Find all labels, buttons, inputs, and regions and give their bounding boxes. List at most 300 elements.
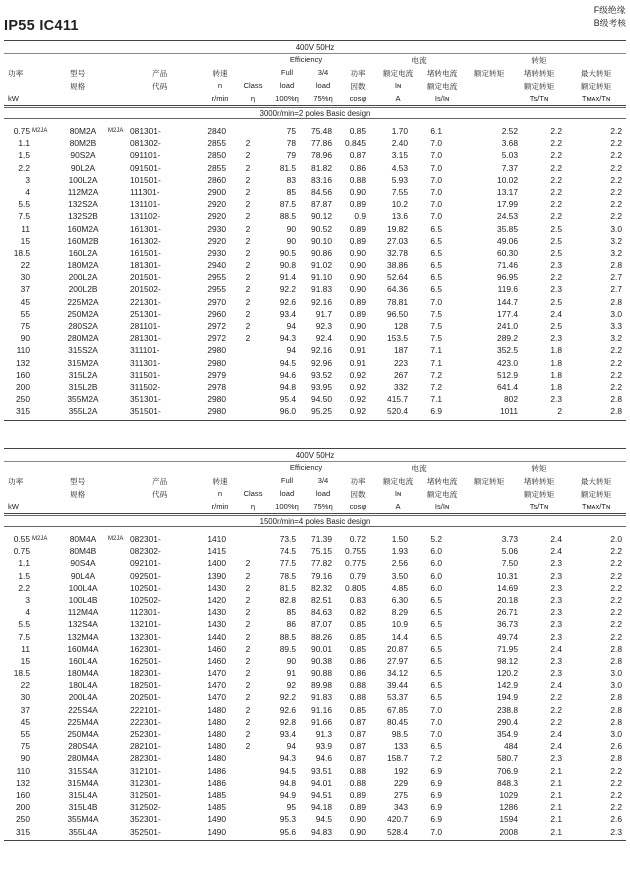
cell: 94.01	[311, 777, 332, 788]
cell: 90L4A	[70, 570, 96, 581]
cell: 6.9	[430, 814, 442, 825]
header-rated-current: Iɴ	[394, 81, 402, 90]
cell: 192	[394, 765, 408, 776]
cell: 6.5	[430, 223, 442, 234]
cell: 2.3	[550, 655, 562, 666]
cell: 2.3	[550, 582, 562, 593]
cell: 94.8	[279, 381, 296, 392]
cell: 112M2A	[67, 186, 99, 197]
cell: 91.83	[311, 284, 332, 295]
cell: 415.7	[387, 394, 408, 405]
header-full: load	[279, 81, 295, 90]
cell: 98.5	[391, 729, 408, 739]
cell: 2.2	[610, 345, 622, 356]
header-speed: r/min	[211, 502, 229, 511]
table-row	[4, 271, 626, 283]
cell: 0.87	[349, 150, 366, 161]
header-full: 100%η	[275, 502, 299, 511]
header-pf: 因数	[350, 82, 366, 91]
cell: 24.53	[497, 211, 518, 222]
cell: 91.83	[311, 692, 332, 703]
cell: 311501-	[130, 369, 161, 380]
cell: 2.52	[501, 126, 518, 136]
cell: 1470	[207, 692, 226, 703]
cell: 94.5	[315, 814, 332, 825]
cell: 1.5	[18, 570, 30, 581]
cell: 94.5	[279, 765, 296, 776]
cell: 90L2A	[70, 162, 96, 173]
cell: 0.89	[349, 789, 366, 800]
cell: 355L4A	[68, 826, 98, 837]
cell: 222101-	[130, 704, 161, 715]
cell: 83	[286, 174, 296, 185]
header-rated-current: A	[395, 502, 401, 511]
cell: 2.8	[610, 704, 622, 715]
cell: 4	[25, 607, 30, 618]
cell: 2	[245, 186, 251, 197]
cell: 93.95	[311, 381, 332, 392]
cell: 280S2A	[68, 321, 98, 331]
cell: 2	[245, 570, 251, 581]
cell: 79.16	[311, 570, 332, 581]
table-row	[4, 405, 626, 417]
cell: 315L4A	[68, 789, 98, 800]
cell: 94	[286, 741, 296, 752]
cell: 90	[20, 333, 30, 344]
cell: 200	[16, 802, 30, 813]
cell: 3.2	[610, 247, 622, 258]
cell: 80M4A	[69, 534, 97, 544]
cell: 1480	[207, 753, 226, 764]
cell: 2	[245, 247, 251, 258]
cell: 6.9	[430, 789, 442, 800]
cell: 2	[245, 211, 251, 222]
cell: 1430	[207, 582, 226, 593]
header-code: 代码	[152, 490, 168, 499]
cell: 2.1	[550, 826, 562, 837]
cell: 2.1	[550, 814, 562, 825]
table-row	[4, 606, 626, 618]
header-locked-current: 堵转电流	[426, 477, 458, 486]
header-locked-torque: 额定转矩	[523, 82, 555, 91]
header-max-torque: Tᴍᴀx/Tɴ	[581, 94, 611, 103]
header-pf: 功率	[350, 477, 366, 486]
cell: 200	[16, 381, 30, 392]
cell: 2.40	[391, 138, 408, 149]
cell: 354.9	[497, 729, 518, 739]
cell: 2980	[207, 406, 226, 417]
spec-table-2-poles	[4, 40, 626, 421]
header-max-torque: Tᴍᴀx/Tɴ	[581, 502, 611, 511]
cell: 0.87	[349, 729, 366, 739]
cell: 2.2	[610, 570, 622, 581]
cell: 91.16	[311, 704, 332, 715]
cell: 0.86	[349, 668, 366, 679]
table-bottom-rule	[4, 840, 626, 841]
table-header	[4, 448, 626, 514]
cell: 2.8	[610, 753, 622, 764]
header-power: kW	[8, 502, 19, 511]
cell: 092501-	[130, 570, 161, 581]
cell: 2	[245, 223, 251, 234]
header-max-torque: 最大转矩	[580, 477, 612, 486]
header-row	[4, 487, 626, 500]
cell: 38.86	[387, 260, 408, 271]
cell: 1594	[499, 814, 518, 825]
table-row	[4, 631, 626, 643]
cell: 2.2	[550, 138, 562, 149]
cell: 6.9	[430, 406, 442, 417]
cell: 187	[394, 345, 408, 356]
cell: 580.7	[497, 753, 518, 764]
cell: 94.8	[279, 777, 296, 788]
cell: 0.9	[354, 211, 366, 222]
cell: 94.50	[311, 394, 332, 405]
cell: 1.93	[391, 546, 408, 557]
table-row	[4, 679, 626, 691]
cell: 71.39	[311, 534, 332, 544]
cell: 80M2A	[69, 126, 97, 136]
cell: 6.5	[430, 741, 442, 752]
cell: 2	[245, 655, 251, 666]
cell: 0.87	[349, 716, 366, 727]
cell: 280M4A	[67, 753, 99, 764]
cell: 2.2	[610, 619, 622, 630]
cell: 162501-	[130, 655, 161, 666]
cell: 18.5	[13, 247, 30, 258]
cell: 2.2	[550, 716, 562, 727]
header-power: 功率	[8, 69, 24, 78]
table-row	[4, 393, 626, 405]
voltage-label: 400V 50Hz	[4, 449, 626, 462]
header-row	[4, 79, 626, 92]
cell: 311301-	[130, 357, 161, 368]
cell: 1.1	[18, 558, 30, 569]
cell: 7.0	[430, 704, 442, 715]
cell: 2	[245, 174, 251, 185]
cell: 311502-	[130, 381, 161, 392]
cell: 75.48	[311, 126, 332, 136]
cell: 0.88	[349, 777, 366, 788]
cell: 64.36	[387, 284, 408, 295]
cell: 2.2	[550, 211, 562, 222]
cell: 2.0	[610, 534, 622, 544]
cell: 0.90	[349, 247, 366, 258]
header-locked-torque: Ts/Tɴ	[529, 502, 549, 511]
header-speed: 转速	[212, 477, 228, 486]
header-max-torque: 额定转矩	[580, 82, 612, 91]
cell: 2855	[207, 138, 226, 149]
cell: 2.2	[550, 126, 562, 136]
cell: 2.56	[391, 558, 408, 569]
cell: 90.88	[311, 668, 332, 679]
cell: 1.5	[18, 150, 30, 161]
cell: 94.3	[279, 753, 296, 764]
cell: 2.3	[550, 394, 562, 405]
header-power: kW	[8, 94, 19, 103]
cell: 512.9	[497, 369, 518, 380]
cell: 2.2	[610, 369, 622, 380]
cell: 95.4	[279, 394, 296, 405]
cell: 241.0	[497, 321, 518, 331]
cell: 6.9	[430, 802, 442, 813]
cell: 7.1	[430, 394, 442, 405]
cell: 132	[16, 357, 30, 368]
cell: 162301-	[130, 643, 161, 654]
insulation-note	[594, 4, 626, 30]
cell: 091101-	[130, 150, 161, 161]
header-row	[4, 500, 626, 513]
cell: 35.85	[497, 223, 518, 234]
cell: M2JA	[32, 536, 48, 542]
cell: 132S2A	[68, 199, 98, 210]
cell: M2JA	[108, 128, 124, 134]
cell: 2	[245, 729, 251, 739]
cell: 238.8	[497, 704, 518, 715]
cell: 6.5	[430, 631, 442, 642]
cell: 2	[245, 680, 251, 691]
header-pf: cosφ	[349, 94, 367, 103]
cell: 0.92	[349, 406, 366, 417]
cell: 2.3	[550, 619, 562, 630]
cell: 0.85	[349, 619, 366, 630]
header-rated-current: 额定电流	[382, 69, 414, 78]
cell: 181301-	[130, 260, 161, 271]
cell: 2.5	[550, 321, 562, 331]
cell: 93.4	[279, 308, 296, 319]
cell: 49.74	[497, 631, 518, 642]
cell: 0.55	[13, 534, 30, 544]
header-locked-current: 额定电流	[426, 490, 458, 499]
cell: 2.5	[550, 235, 562, 246]
cell: 1460	[207, 643, 226, 654]
cell: 10.31	[497, 570, 518, 581]
cell: 0.89	[349, 235, 366, 246]
cell: 7.0	[430, 211, 442, 222]
cell: 55	[20, 729, 30, 739]
cell: 0.88	[349, 680, 366, 691]
cell: 200L2A	[68, 272, 98, 283]
cell: 1390	[207, 570, 226, 581]
cell: 0.89	[349, 223, 366, 234]
cell: 182301-	[130, 668, 161, 679]
cell: 0.90	[349, 814, 366, 825]
cell: 80.45	[387, 716, 408, 727]
cell: 6.9	[430, 777, 442, 788]
cell: 1400	[207, 558, 226, 569]
header-speed: n	[217, 489, 223, 498]
cell: 315L2A	[68, 369, 98, 380]
header-locked-torque: Ts/Tɴ	[529, 94, 549, 103]
cell: 280M2A	[67, 333, 99, 344]
cell: 0.85	[349, 126, 366, 136]
cell: 290.4	[497, 716, 518, 727]
cell: 160L2A	[68, 247, 98, 258]
header-power: 功率	[8, 477, 24, 486]
cell: 2.2	[610, 126, 622, 136]
cell: 2.3	[550, 631, 562, 642]
cell: 2.2	[610, 381, 622, 392]
cell: 93.52	[311, 369, 332, 380]
table-row	[4, 259, 626, 271]
cell: 1486	[207, 777, 226, 788]
cell: 87.07	[311, 619, 332, 630]
cell: 131101-	[130, 199, 161, 210]
table-row	[4, 643, 626, 655]
cell: 5.5	[18, 199, 30, 210]
table-row	[4, 283, 626, 295]
cell: 161501-	[130, 247, 161, 258]
cell: 74.5	[279, 546, 296, 557]
cell: 93.4	[279, 729, 296, 739]
cell: 8.29	[391, 607, 408, 618]
header-current: 电流	[411, 56, 427, 65]
cell: 082302-	[130, 546, 161, 557]
cell: 289.2	[497, 333, 518, 344]
cell: 95	[286, 802, 296, 813]
cell: 091501-	[130, 162, 161, 173]
cell: 1286	[499, 802, 518, 813]
cell: 2.3	[550, 607, 562, 618]
cell: 2.4	[550, 680, 562, 691]
cell: 10.9	[391, 619, 408, 630]
cell: 96.50	[387, 308, 408, 319]
cell: 7.0	[430, 199, 442, 210]
cell: 84.56	[311, 186, 332, 197]
header-speed: n	[217, 81, 223, 90]
cell: 6.5	[430, 594, 442, 605]
cell: 7.5	[430, 321, 442, 331]
cell: 132101-	[130, 619, 161, 630]
cell: 3.15	[391, 150, 408, 161]
header-locked-torque: 堵转转矩	[523, 477, 555, 486]
table-row	[4, 618, 626, 630]
header-full: 100%η	[275, 94, 299, 103]
cell: 91.4	[279, 272, 296, 283]
cell: 0.845	[345, 138, 366, 149]
cell: 1011	[499, 406, 518, 417]
header-rated-torque: 额定转矩	[473, 477, 505, 486]
cell: 160M4A	[67, 643, 99, 654]
header-pf: 因数	[350, 490, 366, 499]
cell: 85	[286, 607, 296, 618]
cell: 85	[286, 186, 296, 197]
cell: 0.83	[349, 594, 366, 605]
cell: 3.0	[610, 223, 622, 234]
cell: 20.18	[497, 594, 518, 605]
cell: 0.85	[349, 631, 366, 642]
cell: 92.16	[311, 296, 332, 307]
cell: 37	[20, 284, 30, 295]
cell: 91.10	[311, 272, 332, 283]
cell: 2.2	[18, 582, 30, 593]
cell: 102502-	[130, 594, 161, 605]
cell: 351501-	[130, 406, 161, 417]
cell: 2	[245, 321, 251, 331]
cell: 250	[16, 814, 30, 825]
cell: 22	[20, 260, 30, 271]
table-row	[4, 667, 626, 679]
cell: 315	[16, 826, 30, 837]
cell: 0.90	[349, 260, 366, 271]
cell: 2	[557, 406, 562, 417]
cell: 311101-	[130, 345, 160, 356]
header-model: 型号	[70, 477, 86, 486]
cell: 3.0	[610, 729, 622, 739]
cell: 15	[20, 655, 30, 666]
cell: 7.50	[501, 558, 518, 569]
cell: 2.4	[550, 534, 562, 544]
cell: 112301-	[130, 607, 161, 618]
cell: 1485	[207, 802, 226, 813]
insulation-class-f: F级绝缘	[593, 5, 626, 15]
cell: 52.64	[387, 272, 408, 283]
cell: 95.6	[279, 826, 296, 837]
header-rated-current: Iɴ	[394, 489, 402, 498]
cell: 2	[245, 643, 251, 654]
table-row	[4, 801, 626, 813]
cell: 94	[286, 321, 296, 331]
cell: 282101-	[130, 741, 161, 752]
cell: 1.8	[550, 381, 562, 392]
cell: 132M4A	[67, 631, 99, 642]
cell: 131102-	[130, 211, 161, 222]
cell: 1430	[207, 619, 226, 630]
cell: 2.2	[610, 162, 622, 173]
cell: 6.5	[430, 272, 442, 283]
data-rows	[4, 119, 626, 418]
cell: 95.25	[311, 406, 332, 417]
cell: 94.3	[279, 333, 296, 344]
cell: 110	[16, 345, 30, 356]
cell: 11	[21, 643, 30, 654]
cell: 1.70	[391, 126, 408, 136]
table-row	[4, 296, 626, 308]
cell: 160M2A	[67, 223, 99, 234]
cell: 2.8	[610, 643, 622, 654]
cell: 1410	[207, 534, 226, 544]
cell: 351301-	[130, 394, 161, 405]
cell: 6.5	[430, 668, 442, 679]
header-row	[4, 92, 626, 105]
cell: 94.6	[315, 753, 332, 764]
cell: 2	[245, 284, 251, 295]
cell: 0.90	[349, 333, 366, 344]
cell: 2978	[207, 381, 226, 392]
cell: 2	[245, 668, 251, 679]
cell: 7.1	[430, 345, 442, 356]
cell: 2.7	[610, 284, 622, 295]
cell: 2	[245, 260, 251, 271]
cell: 3.68	[501, 138, 518, 149]
cell: 7.2	[430, 753, 442, 764]
cell: 96.0	[279, 406, 296, 417]
cell: 82.8	[279, 594, 296, 605]
cell: 2.4	[550, 729, 562, 739]
cell: 27.97	[387, 655, 408, 666]
cell: 2979	[207, 369, 226, 380]
table-row	[4, 344, 626, 356]
cell: 160M2B	[67, 235, 99, 246]
cell: 1480	[207, 741, 226, 752]
table-row	[4, 369, 626, 381]
cell: 4.85	[391, 582, 408, 593]
table-row	[4, 594, 626, 606]
cell: 180M4A	[67, 668, 99, 679]
cell: 2.8	[610, 655, 622, 666]
cell: 312101-	[130, 765, 161, 776]
cell: 2.2	[550, 199, 562, 210]
